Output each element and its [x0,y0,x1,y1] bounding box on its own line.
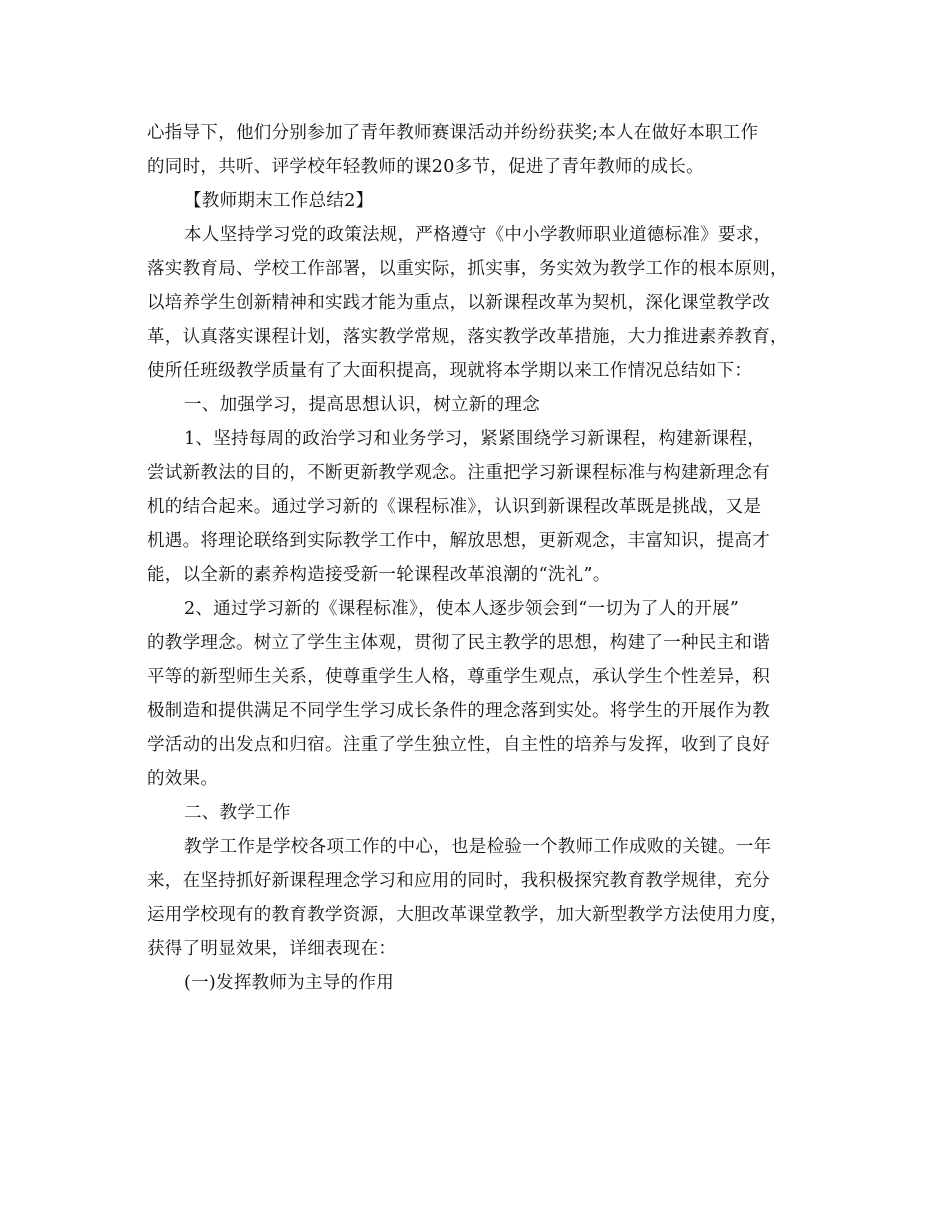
subsection-heading: (一)发挥教师为主导的作用 [184,973,395,993]
text-line: 平等的新型师生关系，使尊重学生人格，尊重学生观点，承认学生个性差异，积 [147,667,770,687]
text-line: 的效果。 [147,769,219,789]
text-line: 2、通过学习新的《课程标准》，使本人逐步领会到“一切为了人的开展” [184,599,740,619]
text-line: 尝试新教法的目的，不断更新教学观念。注重把学习新课程标准与构建新理念有 [147,463,770,483]
text-line: 本人坚持学习党的政策法规，严格遵守《中小学教师职业道德标准》要求， [184,225,772,245]
text-line: 心指导下，他们分别参加了青年教师赛课活动并纷纷获奖;本人在做好本职工作 [147,123,759,143]
text-line: 的教学理念。树立了学生主体观，贯彻了民主教学的思想，构建了一种民主和谐 [147,633,770,653]
text-line: 落实教育局、学校工作部署，以重实际，抓实事，务实效为教学工作的根本原则， [147,259,788,279]
text-line: 教学工作是学校各项工作的中心，也是检验一个教师工作成败的关键。一年 [184,837,772,857]
subsection-heading: 一、加强学习，提高思想认识，树立新的理念 [184,395,540,415]
text-line: 的同时，共听、评学校年轻教师的课20多节，促进了青年教师的成长。 [147,157,704,177]
text-line: 能，以全新的素养构造接受新一轮课程改革浪潮的“洗礼”。 [147,565,611,585]
document-page [147,116,807,1000]
subsection-heading: 二、教学工作 [184,803,291,823]
text-line: 学活动的出发点和归宿。注重了学生独立性，自主性的培养与发挥，收到了良好 [147,735,770,755]
text-line: 使所任班级教学质量有了大面积提高，现就将本学期以来工作情况总结如下： [147,361,753,381]
text-line: 机遇。将理论联络到实际教学工作中，解放思想，更新观念，丰富知识，提高才 [147,531,770,551]
text-line: 极制造和提供满足不同学生学习成长条件的理念落到实处。将学生的开展作为教 [147,701,770,721]
section-heading: 【教师期末工作总结2】 [184,191,374,211]
text-line: 获得了明显效果，详细表现在： [147,939,397,959]
text-line: 革，认真落实课程计划，落实教学常规，落实教学改革措施，大力推进素养教育， [147,327,788,347]
text-line: 以培养学生创新精神和实践才能为重点，以新课程改革为契机，深化课堂教学改 [147,293,770,313]
text-line: 机的结合起来。通过学习新的《课程标准》，认识到新课程改革既是挑战，又是 [147,497,762,517]
text-line: 1、坚持每周的政治学习和业务学习，紧紧围绕学习新课程，构建新课程， [184,429,766,449]
text-line: 运用学校现有的教育教学资源，大胆改革课堂教学，加大新型教学方法使用力度， [147,905,788,925]
text-line: 来，在坚持抓好新课程理念学习和应用的同时，我积极探究教育教学规律，充分 [147,871,770,891]
